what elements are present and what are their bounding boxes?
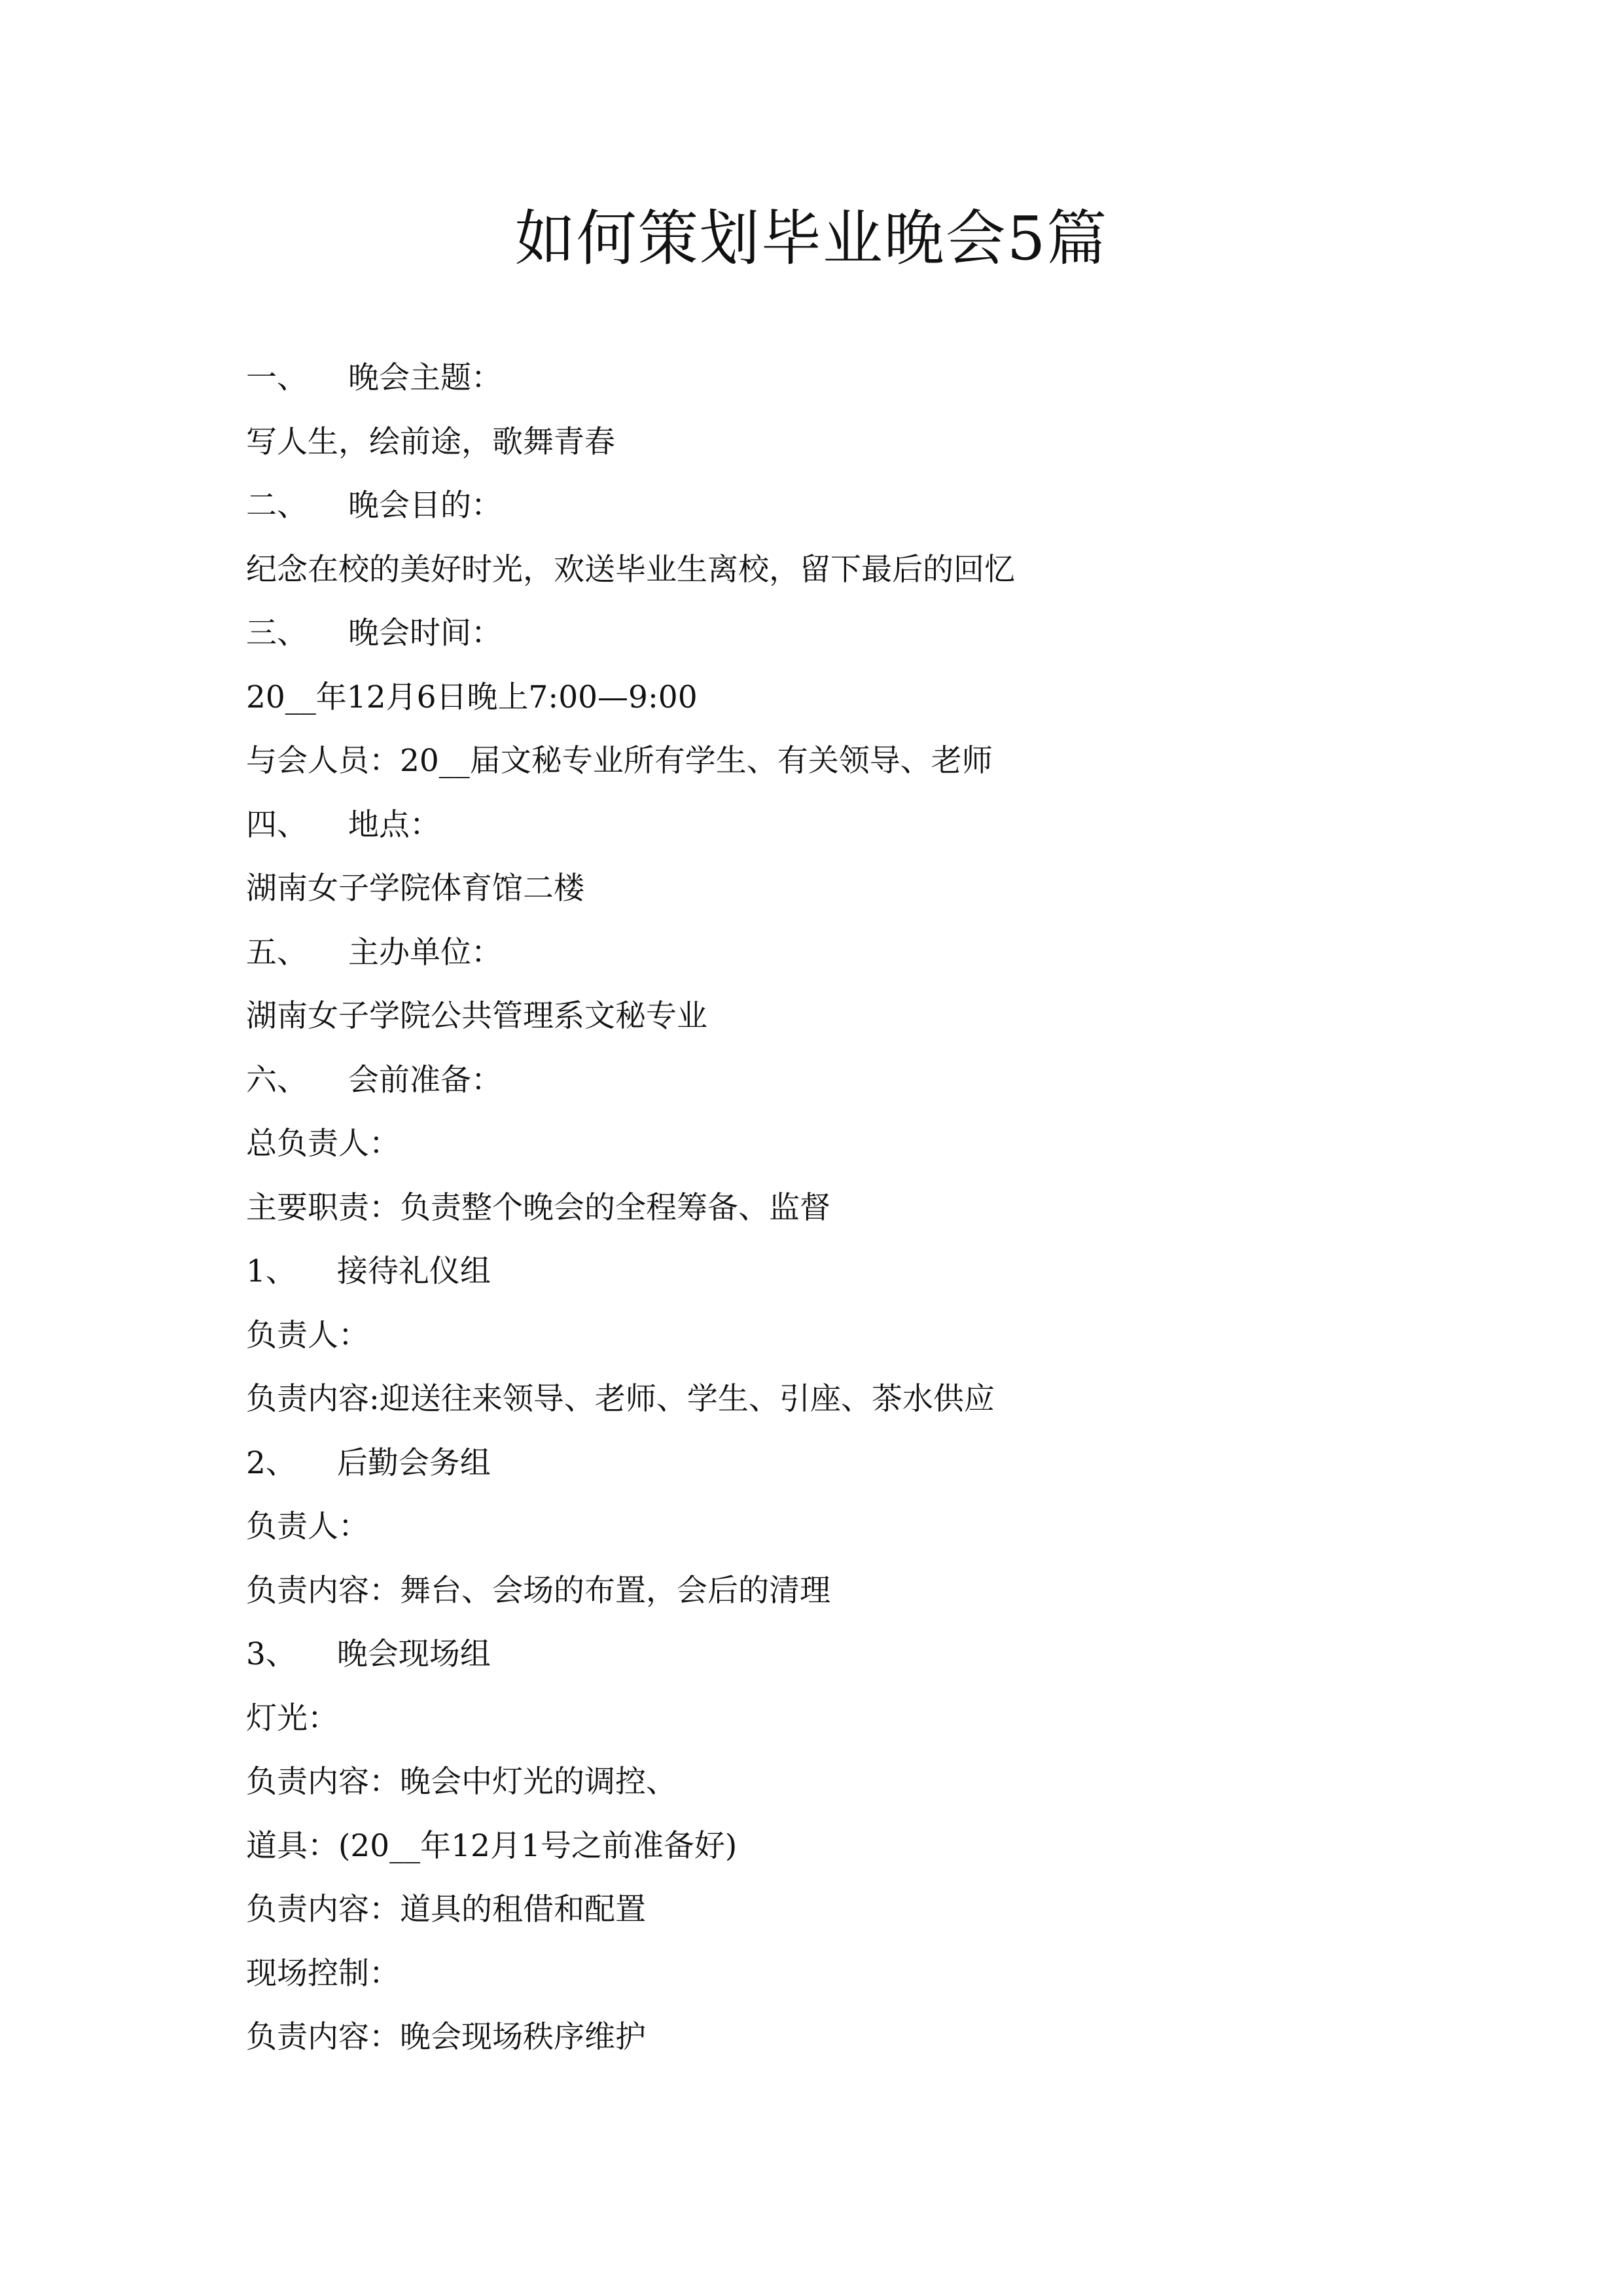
section-title: 晚会主题： [348, 360, 502, 396]
subsection-title: 后勤会务组 [336, 1444, 491, 1481]
section-title: 晚会时间： [348, 615, 502, 651]
body-line: 湖南女子学院公共管理系文秘专业 [246, 998, 707, 1034]
body-line: 负责内容:迎送往来领导、老师、学生、引座、茶水供应 [246, 1381, 995, 1417]
subsection-number: 1、 [246, 1253, 296, 1289]
body-line: 负责内容：晚会中灯光的调控、 [246, 1764, 677, 1800]
body-line: 灯光： [246, 1700, 338, 1736]
section-heading [246, 601, 1489, 666]
section-heading [246, 1049, 1489, 1113]
subsection-heading [246, 1431, 1489, 1496]
subsection-number: 3、 [246, 1636, 296, 1672]
section-heading [246, 474, 1489, 538]
body-line: 20__年12月6日晚上7:00—9:00 [246, 679, 698, 715]
subsection-title: 晚会现场组 [336, 1636, 491, 1672]
section-heading [246, 793, 1489, 857]
section-heading [246, 921, 1489, 985]
body-line: 负责内容：晚会现场秩序维护 [246, 2019, 646, 2055]
section-number: 六、 [246, 1062, 308, 1098]
body-line: 纪念在校的美好时光，欢送毕业生离校，留下最后的回忆 [246, 551, 1015, 588]
section-heading [246, 346, 1489, 410]
subsection-title: 接待礼仪组 [336, 1253, 491, 1289]
section-title: 主办单位： [348, 934, 502, 971]
subsection-number: 2、 [246, 1444, 296, 1481]
document-body [246, 346, 1489, 2070]
document-title: 如何策划毕业晚会5篇 [514, 204, 1109, 274]
body-line: 与会人员：20__届文秘专业所有学生、有关领导、老师 [246, 743, 993, 779]
section-title: 晚会目的： [348, 488, 502, 524]
body-line: 道具：(20__年12月1号之前准备好) [246, 1827, 738, 1864]
section-number: 一、 [246, 360, 308, 396]
section-number: 五、 [246, 934, 308, 971]
body-line: 现场控制： [246, 1955, 400, 1992]
section-number: 三、 [246, 615, 308, 651]
section-title: 地点： [348, 806, 440, 843]
body-line: 总负责人： [246, 1126, 400, 1162]
body-line: 湖南女子学院体育馆二楼 [246, 870, 584, 906]
body-line: 负责人： [246, 1509, 369, 1545]
section-title: 会前准备： [348, 1062, 502, 1098]
body-line: 主要职责：负责整个晚会的全程筹备、监督 [246, 1189, 830, 1226]
body-line: 负责内容：舞台、会场的布置，会后的清理 [246, 1572, 830, 1609]
body-line: 写人生，绘前途，歌舞青春 [246, 423, 615, 460]
section-number: 二、 [246, 488, 308, 524]
section-number: 四、 [246, 806, 308, 843]
subsection-heading [246, 1623, 1489, 1687]
body-line: 负责内容：道具的租借和配置 [246, 1892, 646, 1928]
subsection-heading [246, 1240, 1489, 1304]
body-line: 负责人： [246, 1317, 369, 1354]
